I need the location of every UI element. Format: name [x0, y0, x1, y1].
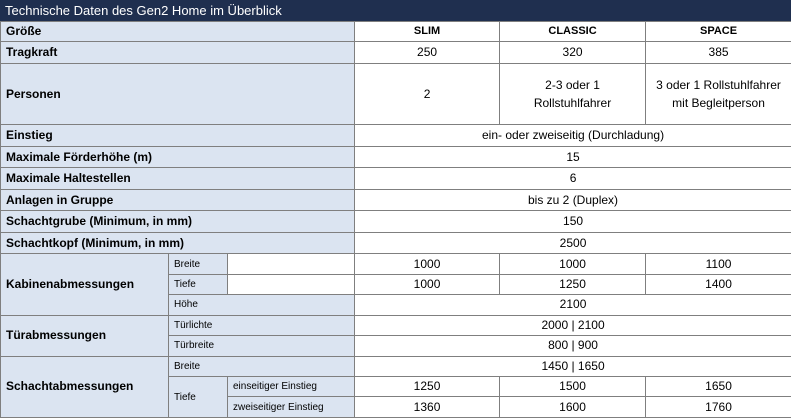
row-label-schachtgrube: Schachtgrube (Minimum, in mm) — [1, 211, 355, 233]
tuer-breite-value: 800 | 900 — [355, 336, 791, 356]
row-label-haltestellen: Maximale Haltestellen — [1, 168, 355, 190]
table-row — [1, 168, 791, 190]
schacht-breite-value: 1450 | 1650 — [355, 356, 791, 376]
kabine-breite-label: Breite — [169, 254, 228, 274]
row-label-tragkraft: Tragkraft — [1, 42, 355, 64]
table-row — [1, 146, 791, 168]
kabine-hoehe-label: Höhe — [169, 295, 355, 315]
tuer-breite-label: Türbreite — [169, 336, 355, 356]
schachtkopf-value: 2500 — [355, 232, 791, 254]
row-label-gruppe: Anlagen in Gruppe — [1, 189, 355, 211]
header-slim: SLIM — [355, 22, 500, 42]
row-label-tuer: Türabmessungen — [1, 315, 169, 356]
personen-slim: 2 — [355, 63, 500, 124]
schacht-zweiseitig-label: zweiseitiger Einstieg — [228, 397, 355, 418]
spec-table — [0, 21, 791, 418]
schacht-tiefe-label: Tiefe — [169, 377, 228, 418]
schacht-einseitig-space: 1650 — [646, 377, 791, 397]
schacht-einseitig-classic: 1500 — [500, 377, 646, 397]
schacht-zweiseitig-space: 1760 — [646, 397, 791, 418]
kabine-tiefe-space: 1400 — [646, 274, 791, 294]
schacht-zweiseitig-slim: 1360 — [355, 397, 500, 418]
haltestellen-value: 6 — [355, 168, 791, 190]
table-row — [1, 211, 791, 233]
personen-classic: 2-3 oder 1 Rollstuhlfahrer — [500, 63, 646, 124]
header-size-label: Größe — [1, 22, 355, 42]
row-label-kabine: Kabinenabmessungen — [1, 254, 169, 315]
table-row — [1, 125, 791, 147]
table-row-header — [1, 22, 791, 42]
kabine-tiefe-slim: 1000 — [355, 274, 500, 294]
schacht-breite-label: Breite — [169, 356, 355, 376]
kabine-breite-classic: 1000 — [500, 254, 646, 274]
table-title: Technische Daten des Gen2 Home im Überblick — [0, 0, 791, 21]
einstieg-value: ein- oder zweiseitig (Durchladung) — [355, 125, 791, 147]
table-row — [1, 232, 791, 254]
table-row — [1, 254, 791, 274]
row-label-schacht: Schachtabmessungen — [1, 356, 169, 417]
kabine-breite-space: 1100 — [646, 254, 791, 274]
schacht-einseitig-slim: 1250 — [355, 377, 500, 397]
kabine-breite-blank — [228, 254, 355, 274]
kabine-tiefe-label: Tiefe — [169, 274, 228, 294]
header-classic: CLASSIC — [500, 22, 646, 42]
schacht-zweiseitig-classic: 1600 — [500, 397, 646, 418]
row-label-foerderhoehe: Maximale Förderhöhe (m) — [1, 146, 355, 168]
kabine-tiefe-classic: 1250 — [500, 274, 646, 294]
header-space: SPACE — [646, 22, 791, 42]
tragkraft-space: 385 — [646, 42, 791, 64]
gruppe-value: bis zu 2 (Duplex) — [355, 189, 791, 211]
kabine-breite-slim: 1000 — [355, 254, 500, 274]
table-row — [1, 356, 791, 376]
table-row — [1, 315, 791, 335]
tuer-lichte-label: Türlichte — [169, 315, 355, 335]
tuer-lichte-value: 2000 | 2100 — [355, 315, 791, 335]
tragkraft-classic: 320 — [500, 42, 646, 64]
foerderhoehe-value: 15 — [355, 146, 791, 168]
schacht-einseitig-label: einseitiger Einstieg — [228, 377, 355, 397]
table-row — [1, 189, 791, 211]
schachtgrube-value: 150 — [355, 211, 791, 233]
table-row — [1, 63, 791, 124]
kabine-tiefe-blank — [228, 274, 355, 294]
row-label-einstieg: Einstieg — [1, 125, 355, 147]
personen-space: 3 oder 1 Rollstuhlfahrer mit Begleitperson — [646, 63, 791, 124]
row-label-personen: Personen — [1, 63, 355, 124]
row-label-schachtkopf: Schachtkopf (Minimum, in mm) — [1, 232, 355, 254]
tragkraft-slim: 250 — [355, 42, 500, 64]
table-row — [1, 42, 791, 64]
kabine-hoehe-value: 2100 — [355, 295, 791, 315]
